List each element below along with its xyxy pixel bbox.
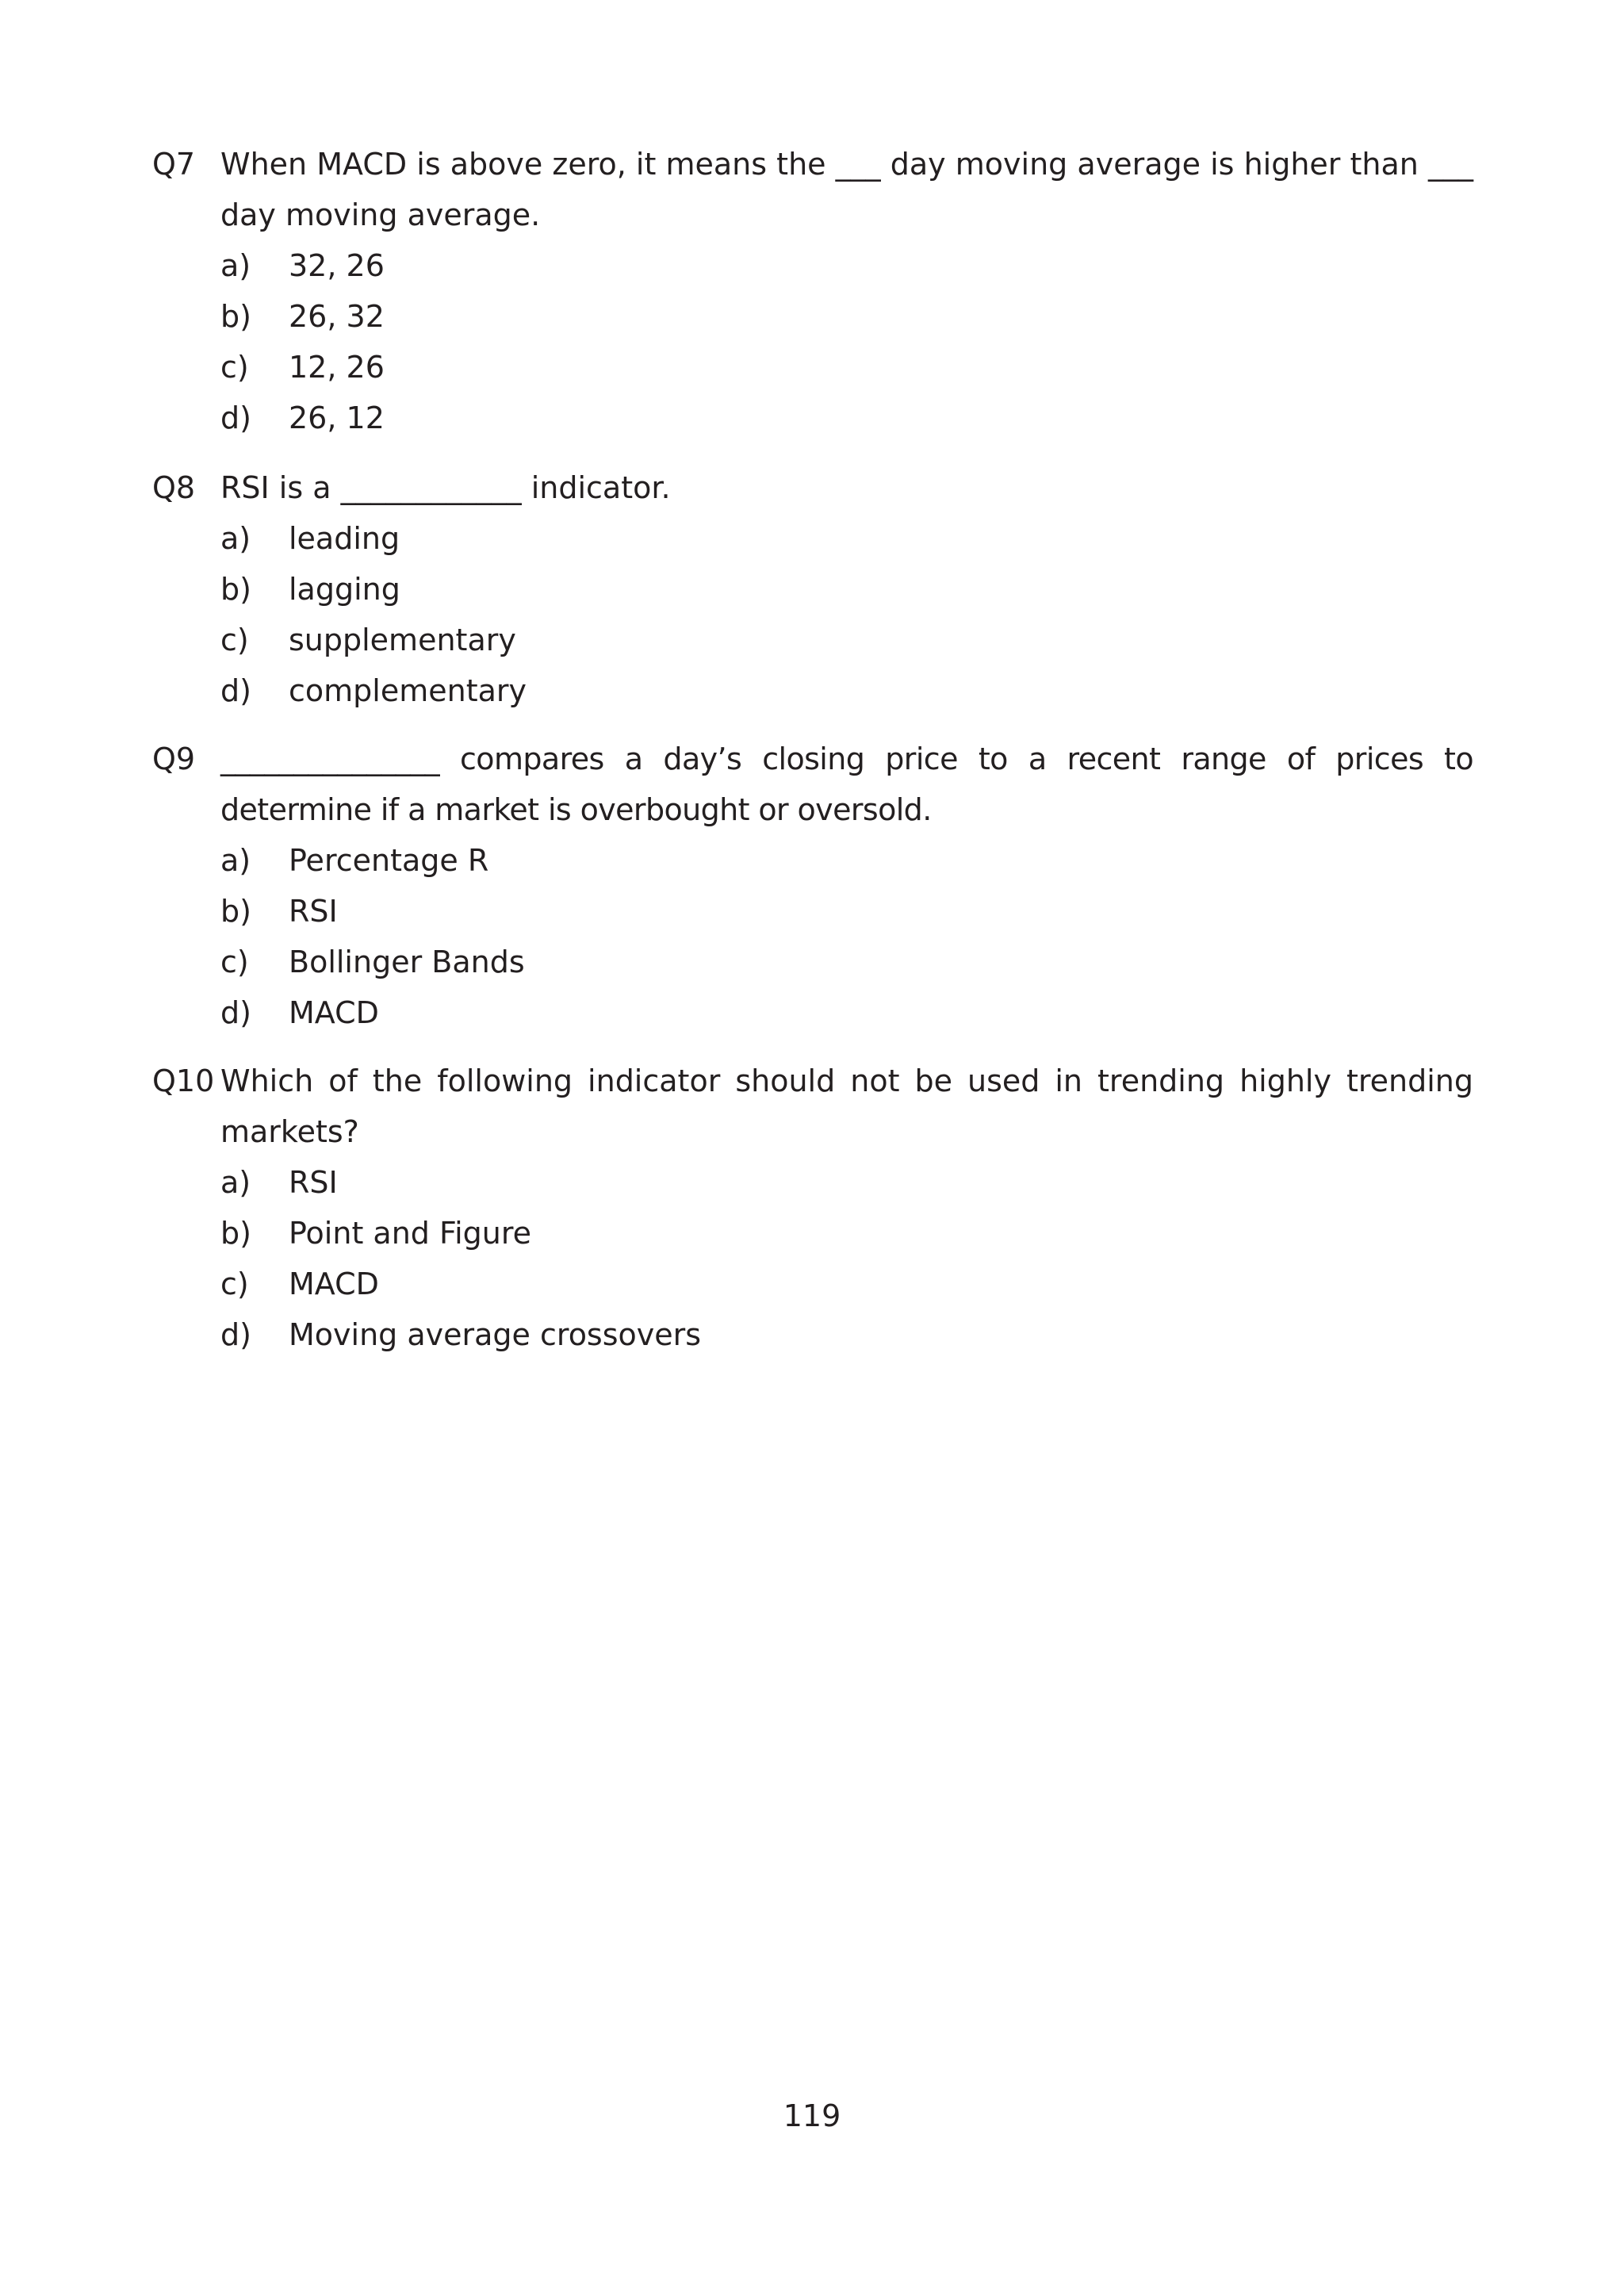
option-text: Point and Figure [289,1216,532,1251]
option-text: MACD [289,995,379,1030]
question-q7 [152,139,1473,443]
option-b [220,564,1473,615]
question-stem [152,462,1473,513]
option-a [220,1157,1473,1208]
option-list [152,1157,1473,1360]
option-a [220,513,1473,564]
option-letter: b) [220,894,251,929]
option-letter: c) [220,623,249,657]
option-text: Percentage R [289,843,489,878]
option-letter: d) [220,673,251,708]
option-text: 12, 26 [289,350,385,385]
question-q8 [152,462,1473,716]
option-b [220,886,1473,937]
option-letter: c) [220,945,249,979]
question-number: Q7 [152,147,196,182]
option-letter: b) [220,572,251,607]
option-text: 32, 26 [289,248,385,283]
question-text: RSI is a ____________ indicator. [220,470,671,505]
option-c [220,937,1473,987]
option-text: 26, 12 [289,400,385,435]
option-text: Moving average crossovers [289,1317,702,1352]
option-letter: d) [220,400,251,435]
question-q9 [152,734,1473,1038]
question-text: When MACD is above zero, it means the ___ day moving average is higher than ___ day moving average. [220,147,1473,232]
option-letter: d) [220,1317,251,1352]
option-b [220,291,1473,342]
option-list [152,835,1473,1038]
option-letter: c) [220,1267,249,1301]
question-number: Q10 [152,1063,215,1098]
option-c [220,342,1473,393]
option-letter: b) [220,1216,251,1251]
option-text: complementary [289,673,527,708]
option-text: RSI [289,894,338,929]
question-text: _______________ compares a day’s closing price to a recent range of prices to determine if a market is overbought or oversold. [220,742,1473,827]
option-b [220,1208,1473,1259]
page-number: 119 [783,2098,841,2133]
option-list [152,513,1473,716]
question-stem [152,139,1473,240]
option-c [220,615,1473,665]
option-d [220,393,1473,443]
option-letter: a) [220,248,251,283]
option-d [220,1309,1473,1360]
question-text: Which of the following indicator should not be used in trending highly trending markets? [220,1063,1473,1149]
option-a [220,835,1473,886]
option-text: leading [289,521,400,556]
option-text: lagging [289,572,400,607]
question-q10 [152,1056,1473,1360]
option-text: RSI [289,1165,338,1200]
option-letter: a) [220,843,251,878]
option-list [152,240,1473,443]
option-letter: a) [220,1165,251,1200]
option-text: Bollinger Bands [289,945,525,979]
option-letter: c) [220,350,249,385]
option-c [220,1259,1473,1309]
question-number: Q9 [152,742,196,776]
question-stem [152,734,1473,835]
question-stem [152,1056,1473,1157]
option-text: MACD [289,1267,379,1301]
question-number: Q8 [152,470,196,505]
option-d [220,987,1473,1038]
option-letter: b) [220,299,251,334]
option-letter: d) [220,995,251,1030]
option-d [220,665,1473,716]
option-letter: a) [220,521,251,556]
option-text: supplementary [289,623,516,657]
option-a [220,240,1473,291]
option-text: 26, 32 [289,299,385,334]
